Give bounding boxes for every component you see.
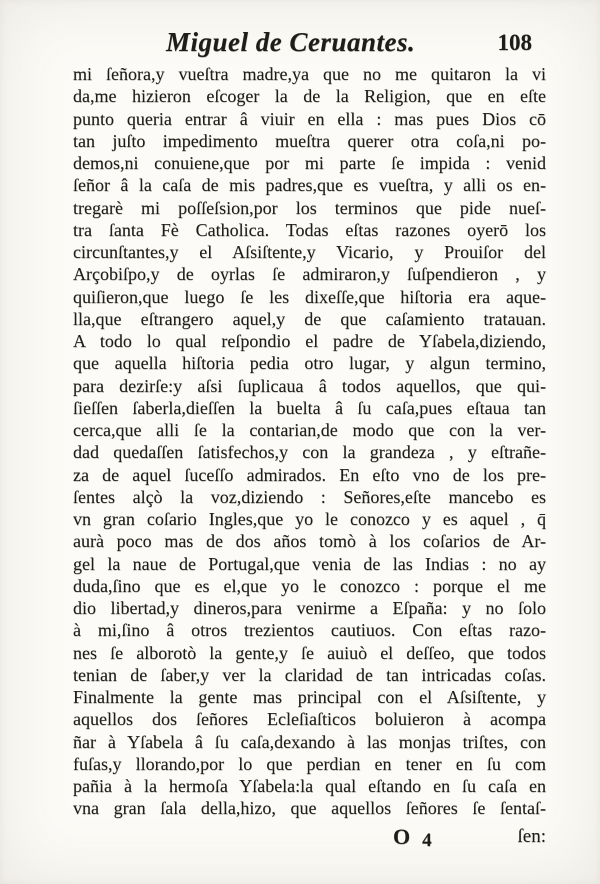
running-header: [73, 26, 546, 62]
body-line: Arçobiſpo,y de oyrlas ſe admiraron,y ſuſpendieron , y: [73, 264, 546, 285]
body-line: ñar à Yſabela â ſu caſa,dexando à las monjas triſtes, con: [73, 731, 546, 752]
body-line: lla,que eſtrangero aquel,y de que caſamiento tratauan.: [73, 308, 546, 329]
body-line: za de aquel ſuceſſo admirados. En eſto vno de los pre-: [73, 464, 546, 485]
body-line: aquellos dos ſeñores Ecleſiaſticos boluieron à acompa: [73, 709, 546, 730]
body-line: mi ſeñora,y vueſtra madre,ya que no me quitaron la vi: [73, 64, 546, 84]
body-line: circunſtantes,y el Aſsiſtente,y Vicario, y Prouiſor del: [73, 242, 546, 262]
body-line: pañia à la hermoſa Yſabela:la qual eſtando en ſu caſa en: [73, 776, 546, 796]
body-line: ſentes alçò la voz,diziendo : Señores,eſte mancebo es: [73, 486, 546, 507]
page-title: Miguel de Ceruantes.: [165, 27, 416, 57]
body-line: tregarè mi poſſeſsion,por los terminos que pide nueſ-: [73, 197, 546, 218]
body-line: gel la naue de Portugal,que venia de las Indias : no ay: [73, 553, 546, 574]
body-line: fuſas,y llorando,por lo que perdian en tener en ſu com: [73, 753, 546, 774]
page-footer: [73, 824, 546, 858]
body-line: nes ſe alborotò la gente,y ſe auiuò el deſſeo, que todos: [73, 642, 546, 663]
body-line: duda,ſino que es el,que yo le conozco : porque el me: [73, 575, 546, 596]
body-line: tenian de ſaber,y ver la claridad de tan intricadas coſas.: [73, 664, 546, 685]
body-line: que aquella hiſtoria pedia otro lugar, y algun termino,: [73, 353, 546, 374]
body-line: vna gran ſala della,hizo, que aquellos ſeñores ſe ſentaſ-: [73, 798, 546, 819]
body-line: quiſieron,que luego ſe les dixeſſe,que hiſtoria era aque-: [73, 286, 546, 307]
body-text: [73, 63, 546, 820]
signature-mark: [393, 824, 433, 850]
page-number: 108: [497, 30, 532, 55]
body-line: ſieſſen ſaberla,dieſſen la buelta â ſu caſa,pues eſtaua tan: [73, 397, 546, 418]
catchword: ſen:: [517, 826, 546, 847]
body-line: vn gran coſario Ingles,que yo le conozco y es aquel , q̄: [73, 509, 546, 529]
body-line: para dezirſe:y aſsi ſuplicaua â todos aquellos, que qui-: [73, 375, 546, 396]
body-line: punto queria entrar â viuir en ella : mas pues Dios cō: [73, 108, 546, 129]
body-line: Finalmente la gente mas principal con el Aſsiſtente, y: [73, 687, 546, 707]
body-line: tan juſto impedimento mueſtra querer otra coſa,ni po-: [73, 130, 546, 151]
body-line: à mi,ſino â otros trezientos cautiuos. Con eſtas razo-: [73, 620, 546, 641]
body-line: tra ſanta Fè Catholica. Todas eſtas razones oyerō los: [73, 219, 546, 240]
signature-letter: O: [393, 824, 412, 849]
body-line: dad quedaſſen ſatisfechos,y con la grandeza , y eſtrañe-: [73, 442, 546, 463]
body-line: demos,ni conuiene,que por mi parte ſe impida : venid: [73, 153, 546, 173]
signature-number: 4: [422, 830, 433, 851]
body-line: da,me hizieron eſcoger la de la Religion, que en eſte: [73, 86, 546, 107]
body-line: dio libertad,y dineros,para venirme a Eſpaña: y no ſolo: [73, 598, 546, 618]
body-line: cerca,que alli ſe la contarian,de modo que con la ver-: [73, 420, 546, 440]
body-line: A todo lo qual reſpondio el padre de Yſabela,diziendo,: [73, 331, 546, 351]
body-line: aurà poco mas de dos años tomò à los coſarios de Ar-: [73, 531, 546, 552]
body-line: ſeñor â la caſa de mis padres,que es vueſtra, y alli os en-: [73, 175, 546, 196]
